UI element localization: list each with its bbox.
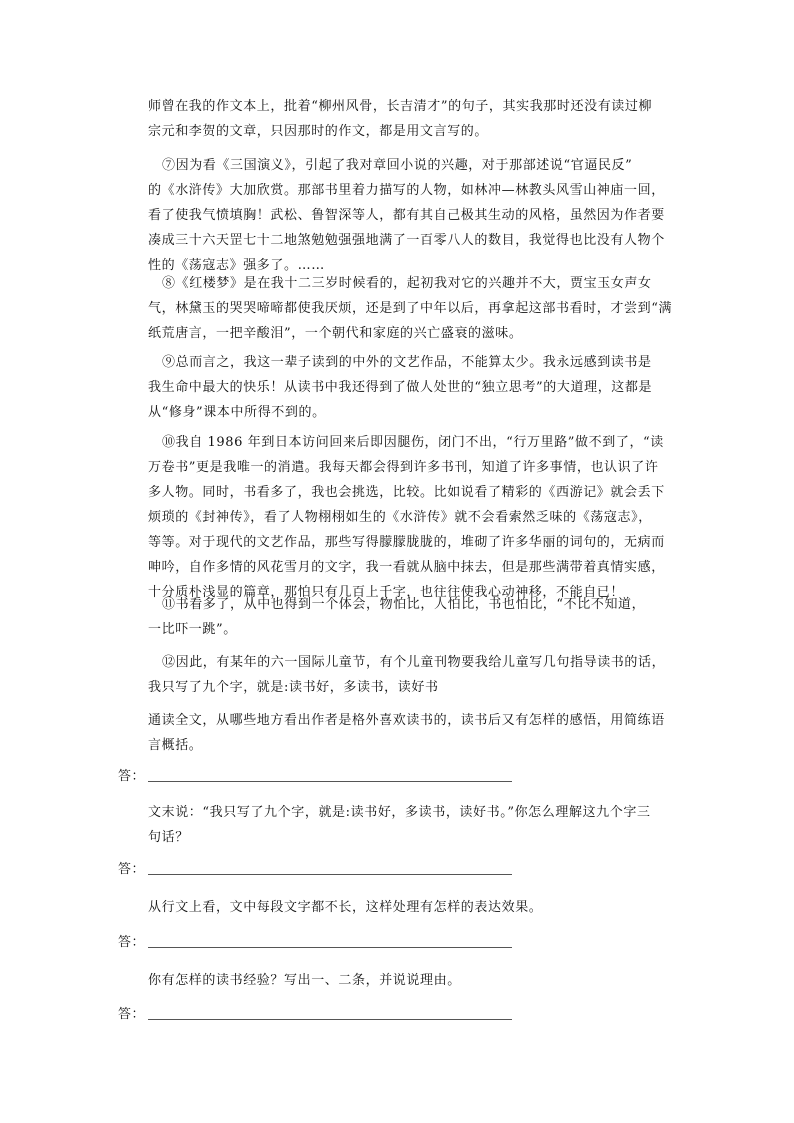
answer-label: 答： (118, 935, 146, 950)
text-line: 从“修身”课本中所得不到的。 (148, 405, 326, 420)
text-line: 气，林黛玉的哭哭啼啼都使我厌烦，还是到了中年以后，再拿起这部书看时，才尝到“满 (148, 301, 673, 316)
text-line: 性的《荡寇志》强多了。…… (148, 258, 325, 273)
answer-label: 答： (118, 769, 146, 784)
text-line: 一比吓一跳”。 (148, 622, 237, 637)
paragraph-10 (148, 430, 676, 605)
answer-field-1[interactable] (118, 764, 518, 786)
answer-label: 答： (118, 1007, 146, 1022)
answer-underline (148, 874, 512, 875)
text-line: 看了使我气愤填胸！武松、鲁智深等人，都有其自己极其生动的风格，虽然因为作者要 (148, 208, 665, 223)
text-line: 宗元和李贺的文章，只因那时的作文，都是用文言写的。 (148, 124, 489, 139)
question-1 (148, 708, 676, 758)
question-text: 你有怎样的读书经验？写出一、二条，并说说理由。 (148, 973, 461, 988)
text-line: 纸荒唐言，一把辛酸泪”，一个朝代和家庭的兴亡盛衰的滋味。 (148, 326, 523, 341)
text-line: 呻吟，自作多情的风花雪月的文字，我一看就从脑中抹去，但是那些满带着真情实感， (148, 560, 665, 575)
answer-label: 答： (118, 862, 146, 877)
text-line: 凑成三十六天罡七十二地煞勉勉强强地满了一百零八人的数目，我觉得也比没有人物个 (148, 233, 665, 248)
question-4 (148, 968, 676, 993)
paragraph-12 (148, 650, 676, 700)
paragraph-7 (148, 153, 676, 278)
text-line: ⑧《红楼梦》是在我十二三岁时候看的，起初我对它的兴趣并不大，贾宝玉女声女 (162, 276, 652, 291)
question-text: 句话？ (148, 830, 189, 845)
text-line: ⑨总而言之，我这一辈子读到的中外的文艺作品，不能算太少。我永远感到读书是 (162, 355, 652, 370)
answer-field-4[interactable] (118, 1002, 518, 1024)
text-line: 我只写了九个字，就是:读书好，多读书，读好书 (148, 680, 439, 695)
answer-underline (148, 947, 512, 948)
question-text: 言概括。 (148, 738, 203, 753)
text-line: 多人物。同时，书看多了，我也会挑选，比较。比如说看了精彩的《西游记》就会丢下 (148, 485, 665, 500)
question-2 (148, 800, 676, 850)
text-line: 我生命中最大的快乐！从读书中我还得到了做人处世的“独立思考”的大道理，这都是 (148, 380, 653, 395)
text-line: 万卷书”更是我唯一的消遣。我每天都会得到许多书刊，知道了许多事情，也认识了许 (148, 460, 659, 475)
answer-underline (148, 1019, 512, 1020)
paragraph-9 (148, 350, 676, 425)
text-line: 等等。对于现代的文艺作品，那些写得朦朦胧胧的，堆砌了许多华丽的词句的，无病而 (148, 535, 665, 550)
text-line: ⑫因此，有某年的六一国际儿童节，有个儿童刊物要我给儿童写几句指导读书的话， (162, 655, 666, 670)
text-line: ⑩我自 1986 年到日本访问回来后即因腿伤，闭门不出，“行万里路”做不到了，“读 (162, 435, 664, 450)
text-line: ⑪书看多了，从中也得到一个体会，物怕比，人怕比，书也怕比，“不比不知道， (162, 597, 646, 612)
question-3 (148, 895, 676, 920)
answer-field-2[interactable] (118, 857, 518, 879)
text-line: ⑦因为看《三国演义》，引起了我对章回小说的兴趣，对于那部述说“官逼民反” (162, 158, 633, 173)
paragraph-11 (148, 592, 676, 642)
answer-underline (148, 781, 512, 782)
text-line: 师曾在我的作文本上，批着“柳州风骨，长吉清才”的句子，其实我那时还没有读过柳 (148, 99, 653, 114)
question-text: 通读全文，从哪些地方看出作者是格外喜欢读书的，读书后又有怎样的感悟，用简练语 (148, 713, 665, 728)
paragraph-8 (148, 271, 676, 346)
answer-field-3[interactable] (118, 930, 518, 952)
question-text: 从行文上看，文中每段文字都不长，这样处理有怎样的表达效果。 (148, 900, 543, 915)
question-text: 文末说：“我只写了九个字，就是:读书好，多读书，读好书。”你怎么理解这九个字三 (148, 805, 651, 820)
text-line: 的《水浒传》大加欣赏。那部书里着力描写的人物，如林冲—林教头风雪山神庙一回， (148, 183, 665, 198)
paragraph-intro (148, 94, 676, 144)
text-line: 烦琐的《封神传》，看了人物栩栩如生的《水浒传》就不会看索然乏味的《荡寇志》， (148, 510, 652, 525)
text-line: 十分质朴浅显的篇章，那怕只有几百上千字，也往往使我心动神移，不能自已！ (148, 585, 625, 600)
